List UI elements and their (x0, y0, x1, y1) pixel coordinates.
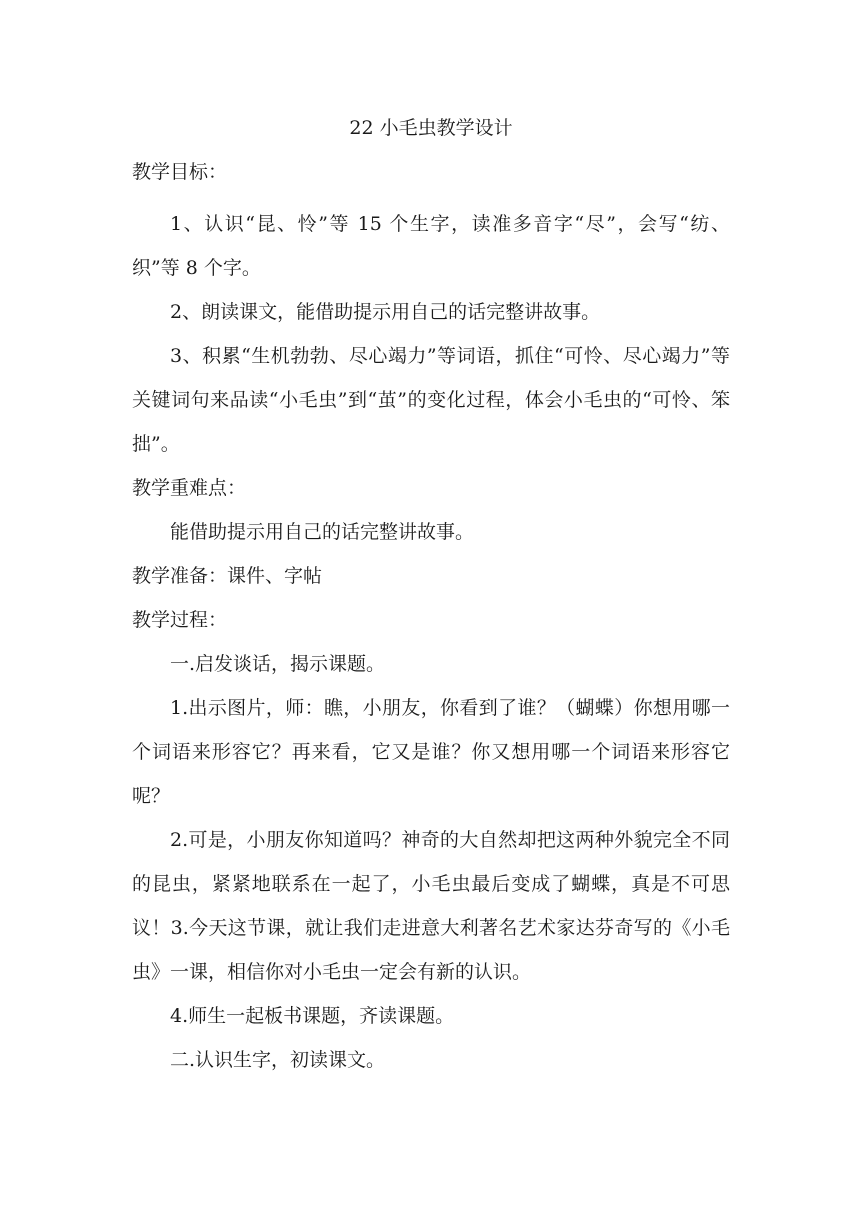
process-paragraph-3: 2.可是，小朋友你知道吗？神奇的大自然却把这两种外貌完全不同的昆虫，紧紧地联系在一起了，小毛虫最后变成了蝴蝶，真是不可思议！3.今天这节课，就让我们走进意大利著名艺术家达芬奇写的《小毛虫》一课，相信你对小毛虫一定会有新的认识。 (132, 829, 730, 983)
document-title: 22 小毛虫教学设计 (349, 117, 513, 139)
section-heading-process: 教学过程： (132, 609, 228, 631)
section-heading-key-points: 教学重难点： (132, 477, 247, 499)
section-heading-objectives: 教学目标： (132, 161, 228, 183)
process-paragraph-4: 4.师生一起板书课题，齐读课题。 (170, 1005, 455, 1027)
key-points-paragraph-1: 能借助提示用自己的话完整讲故事。 (170, 521, 475, 543)
process-paragraph-2: 1.出示图片，师：瞧，小朋友，你看到了谁？（蝴蝶）你想用哪一个词语来形容它？再来看，它又是谁？你又想用哪一个词语来形容它呢？ (132, 697, 730, 807)
objective-paragraph-3: 3、积累“生机勃勃、尽心竭力”等词语，抓住“可怜、尽心竭力”等关键词句来品读“小毛虫”到“茧”的变化过程，体会小毛虫的“可怜、笨拙”。 (132, 345, 730, 455)
document-body (132, 114, 730, 1082)
objective-paragraph-1: 1、认识“昆、怜”等 15 个生字，读准多音字“尽”，会写“纺、织”等 8 个字。 (132, 213, 730, 279)
process-paragraph-5: 二.认识生字，初读课文。 (170, 1049, 386, 1071)
section-heading-preparation: 教学准备：课件、字帖 (132, 565, 323, 587)
objective-paragraph-2: 2、朗读课文，能借助提示用自己的话完整讲故事。 (170, 301, 601, 323)
process-paragraph-1: 一.启发谈话，揭示课题。 (170, 653, 386, 675)
